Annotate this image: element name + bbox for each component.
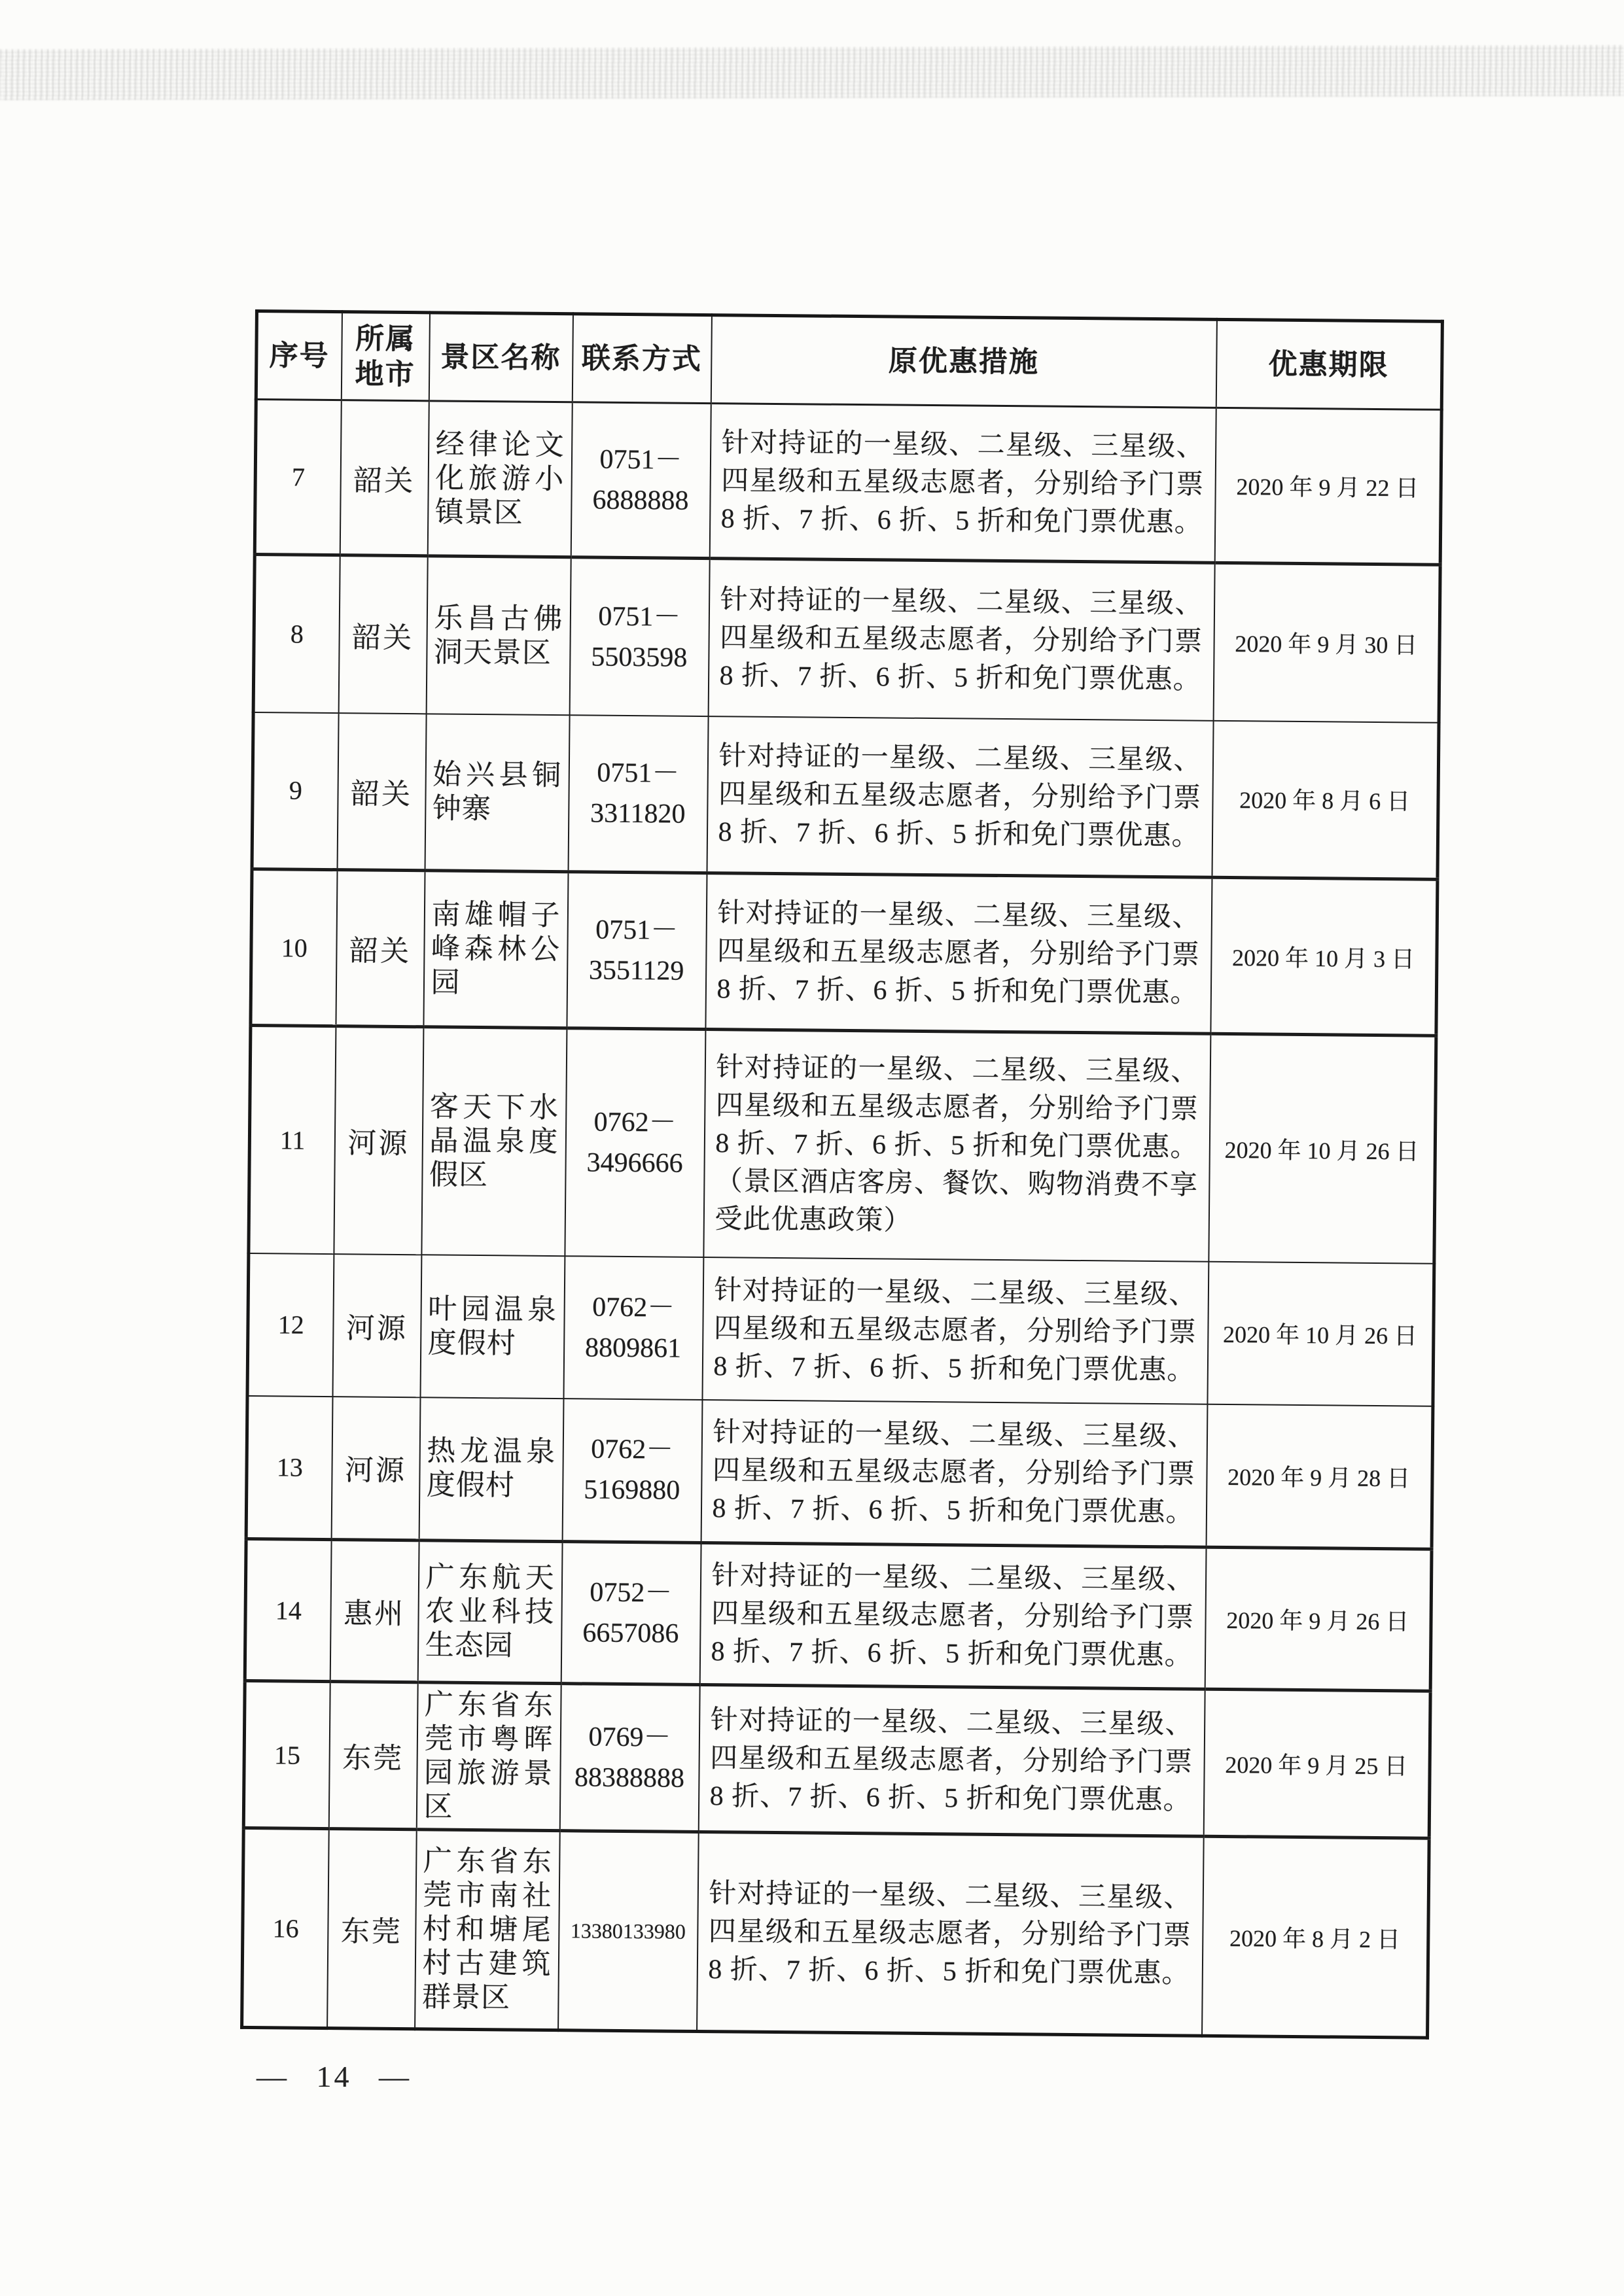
cell-no: 16 [242, 1828, 329, 2028]
cell-contact [568, 715, 708, 873]
header-contact: 联系方式 [572, 314, 711, 404]
cell-measure: 针对持证的一星级、二星级、三星级、四星级和五星级志愿者，分别给予门票 8 折、7 折、6 折、5 折和免门票优惠。 [709, 404, 1216, 563]
table-row [245, 1539, 1432, 1691]
phone-line-1: 0762－ [591, 1434, 674, 1465]
cell-name: 乐昌古佛洞天景区 [426, 556, 571, 715]
cell-no: 11 [249, 1025, 336, 1253]
table-row [242, 1828, 1430, 2038]
cell-contact [565, 1028, 705, 1257]
cell-city: 河源 [332, 1254, 421, 1397]
cell-contact [563, 1256, 703, 1400]
phone-line-2: 5503598 [591, 642, 688, 673]
cell-contact [569, 557, 709, 716]
cell-measure: 针对持证的一星级、二星级、三星级、四星级和五星级志愿者，分别给予门票 8 折、7 折、6 折、5 折和免门票优惠。 [705, 873, 1212, 1034]
cell-measure: 针对持证的一星级、二星级、三星级、四星级和五星级志愿者，分别给予门票 8 折、7 折、6 折、5 折和免门票优惠。 [708, 559, 1214, 721]
cell-name: 始兴县铜钟寨 [425, 714, 569, 872]
cell-name: 南雄帽子峰森林公园 [423, 871, 568, 1028]
cell-period: 2020 年 10 月 26 日 [1209, 1034, 1436, 1263]
header-no: 序号 [256, 311, 342, 400]
cell-measure: 针对持证的一星级、二星级、三星级、四星级和五星级志愿者，分别给予门票 8 折、7 折、6 折、5 折和免门票优惠。 [697, 1832, 1204, 2036]
table-row [247, 1253, 1434, 1406]
cell-contact [561, 1542, 701, 1685]
scan-noise-band [0, 45, 1624, 100]
cell-no: 8 [253, 555, 340, 713]
phone-line-2: 3496666 [586, 1147, 683, 1179]
phone-line-1: 0762－ [591, 1292, 675, 1323]
phone-line-1: 0751－ [595, 914, 679, 946]
cell-measure: 针对持证的一星级、二星级、三星级、四星级和五星级志愿者，分别给予门票 8 折、7 折、6 折、5 折和免门票优惠。 [698, 1685, 1205, 1837]
cell-period: 2020 年 9 月 25 日 [1203, 1689, 1430, 1838]
phone-line-1: 0751－ [598, 601, 681, 633]
cell-period: 2020 年 10 月 3 日 [1210, 877, 1438, 1035]
cell-no: 15 [243, 1680, 330, 1828]
phone-line-2: 3311820 [590, 798, 686, 829]
phone-line-2: 6657086 [582, 1618, 679, 1649]
cell-name: 热龙温泉度假村 [419, 1397, 563, 1542]
table-row [253, 555, 1440, 723]
phone-line-2: 8809861 [584, 1332, 682, 1364]
cell-measure: 针对持证的一星级、二星级、三星级、四星级和五星级志愿者，分别给予门票 8 折、7 折、6 折、5 折和免门票优惠。 [701, 1400, 1207, 1548]
phone-line-1: 0762－ [593, 1107, 677, 1138]
cell-period: 2020 年 9 月 26 日 [1205, 1547, 1432, 1691]
cell-city: 河源 [331, 1397, 420, 1540]
cell-contact [571, 402, 711, 559]
cell-name: 广东航天农业科技生态园 [417, 1540, 562, 1684]
header-name: 景区名称 [429, 313, 573, 402]
table-row [255, 400, 1441, 565]
cell-name: 广东省东莞市南社村和塘尾村古建筑群景区 [415, 1830, 560, 2030]
cell-measure: 针对持证的一星级、二星级、三星级、四星级和五星级志愿者，分别给予门票 8 折、7 折、6 折、5 折和免门票优惠。（景区酒店客房、餐饮、购物消费不享受此优惠政策） [703, 1030, 1210, 1262]
cell-measure: 针对持证的一星级、二星级、三星级、四星级和五星级志愿者，分别给予门票 8 折、7 折、6 折、5 折和免门票优惠。 [699, 1543, 1206, 1690]
cell-city: 韶关 [336, 870, 425, 1027]
table-header-row [256, 311, 1442, 410]
header-measure: 原优惠措施 [711, 315, 1216, 408]
cell-name: 广东省东莞市粤晖园旅游景区 [416, 1682, 561, 1831]
phone-line-2: 88388888 [574, 1762, 685, 1794]
cell-city: 东莞 [328, 1682, 417, 1830]
phone-line-2: 6888888 [592, 485, 689, 516]
phone-line-2: 5169880 [584, 1474, 680, 1506]
cell-contact [559, 1684, 699, 1832]
cell-period: 2020 年 9 月 30 日 [1213, 563, 1440, 722]
phone-line-1: 0769－ [588, 1722, 671, 1753]
cell-city: 韶关 [337, 713, 426, 871]
phone-line-1: 0751－ [597, 757, 680, 789]
cell-no: 10 [251, 869, 337, 1026]
page-number: — 14 — [256, 2060, 412, 2093]
phone-line-1: 13380133980 [570, 1919, 686, 1943]
cell-name: 客天下水晶温泉度假区 [421, 1027, 567, 1256]
cell-contact [567, 872, 707, 1030]
cell-measure: 针对持证的一星级、二星级、三星级、四星级和五星级志愿者，分别给予门票 8 折、7 折、6 折、5 折和免门票优惠。 [707, 716, 1213, 878]
cell-city: 河源 [334, 1026, 423, 1255]
table-row [249, 1025, 1436, 1263]
cell-period: 2020 年 10 月 26 日 [1207, 1261, 1434, 1406]
cell-no: 7 [255, 400, 341, 555]
cell-contact [562, 1399, 702, 1543]
cell-period: 2020 年 9 月 28 日 [1206, 1404, 1433, 1549]
cell-city: 惠州 [330, 1540, 419, 1682]
phone-line-1: 0751－ [599, 444, 682, 476]
cell-no: 9 [252, 712, 338, 869]
phone-line-1: 0752－ [590, 1577, 673, 1609]
header-period: 优惠期限 [1216, 319, 1442, 409]
cell-no: 14 [245, 1539, 331, 1681]
header-city: 所属地市 [341, 312, 429, 401]
cell-period: 2020 年 8 月 6 日 [1212, 720, 1439, 879]
phone-line-2: 3551129 [588, 955, 684, 986]
table-row [252, 712, 1439, 879]
cell-no: 12 [247, 1253, 334, 1396]
cell-name: 经律论文化旅游小镇景区 [427, 401, 572, 557]
cell-contact [558, 1831, 699, 2032]
cell-measure: 针对持证的一星级、二星级、三星级、四星级和五星级志愿者，分别给予门票 8 折、7 折、6 折、5 折和免门票优惠。 [702, 1257, 1209, 1404]
table-row [251, 869, 1438, 1035]
table-row [246, 1395, 1433, 1549]
cell-city: 韶关 [338, 555, 427, 714]
cell-city: 东莞 [327, 1829, 417, 2029]
discount-table [240, 309, 1444, 2040]
table-row [243, 1680, 1430, 1838]
cell-period: 2020 年 9 月 22 日 [1214, 408, 1441, 565]
table-sheet [240, 309, 1444, 2040]
cell-city: 韶关 [340, 400, 429, 556]
cell-name: 叶园温泉度假村 [420, 1255, 565, 1399]
cell-period: 2020 年 8 月 2 日 [1202, 1836, 1430, 2038]
cell-no: 13 [246, 1395, 332, 1539]
